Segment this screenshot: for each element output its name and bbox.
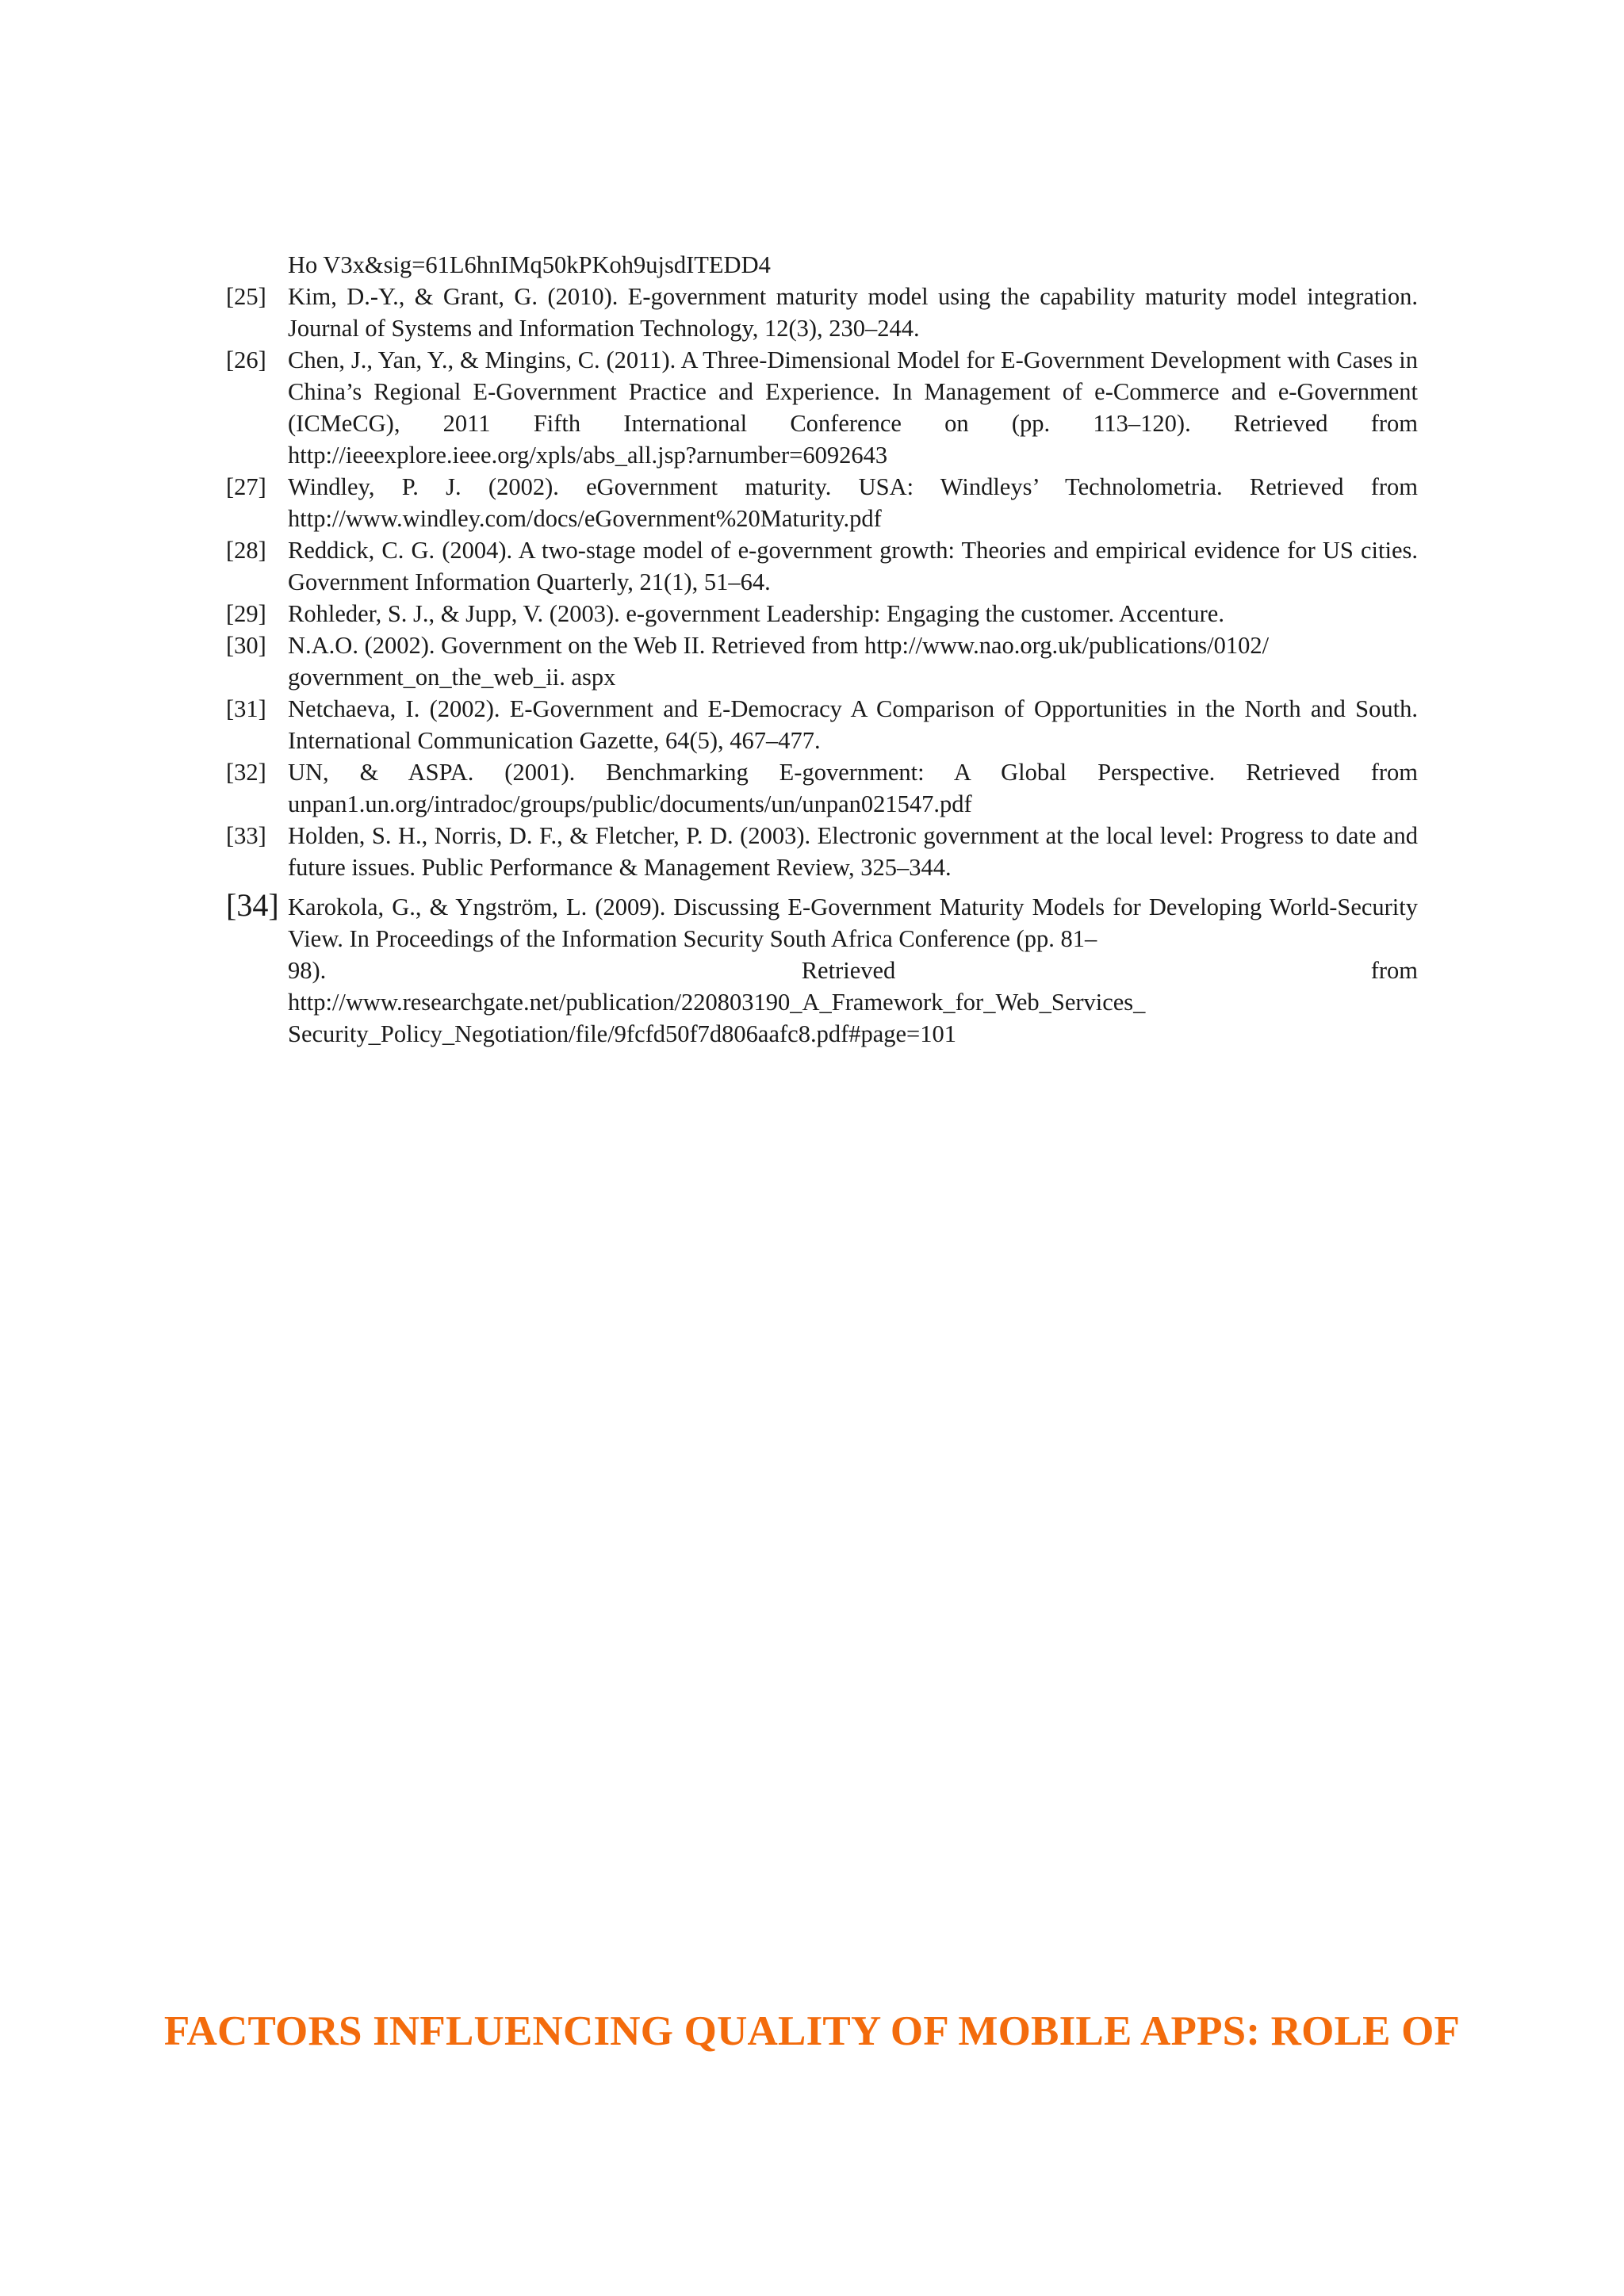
reference-number: [34]: [226, 887, 279, 923]
reference-item-32: [226, 756, 1418, 820]
reference-number: [25]: [226, 283, 266, 310]
reference-item-33: [226, 820, 1418, 883]
reference-number: [31]: [226, 695, 266, 722]
reference-text: Windley, P. J. (2002). eGovernment maturity. USA: Windleys’ Technolometria. Retrieved from http://www.windley.com/docs/eGovernment%20Maturity.pdf: [288, 473, 1418, 532]
next-article-title: FACTORS INFLUENCING QUALITY OF MOBILE APPS: ROLE OF: [163, 2008, 1461, 2054]
reference-number: [33]: [226, 822, 266, 849]
reference-item-31: [226, 693, 1418, 756]
reference-text: Netchaeva, I. (2002). E-Government and E-Democracy A Comparison of Opportunities in the North and South. International Communication Gazette, 64(5), 467–477.: [288, 695, 1418, 754]
reference-text: Reddick, C. G. (2004). A two-stage model of e-government growth: Theories and empirical evidence for US cities. Government Information Quarterly, 21(1), 51–64.: [288, 537, 1418, 595]
reference-text: Holden, S. H., Norris, D. F., & Fletcher, P. D. (2003). Electronic government at the local level: Progress to date and future issues. Public Performance & Management Review, 325–344.: [288, 822, 1418, 881]
reference-number: [29]: [226, 600, 266, 627]
reference-text: Chen, J., Yan, Y., & Mingins, C. (2011). A Three-Dimensional Model for E-Government Development with Cases in China’s Regional E-Government Practice and Experience. In Management of e-Commerce and e-Government (ICMeCG), 2011 Fifth International Conference on (pp. 113–120). Retrieved from http://ieeexplore.ieee.org/xpls/abs_all.jsp?arnumber=6092643: [288, 346, 1418, 469]
reference-item-26: [226, 344, 1418, 471]
reference-retrieved-line: [288, 955, 1418, 986]
reference-number: [27]: [226, 473, 266, 500]
reference-item-28: [226, 534, 1418, 598]
reference-continuation: Ho V3x&sig=61L6hnIMq50kPKoh9ujsdITEDD4: [288, 251, 771, 278]
reference-item-34: [226, 887, 1418, 1050]
reference-item-30: [226, 629, 1418, 693]
reference-text: Karokola, G., & Yngström, L. (2009). Discussing E-Government Maturity Models for Developing World-Security View. In Proceedings of the Information Security South Africa Conference (pp. 81–: [288, 894, 1418, 952]
reference-from-word: from: [1370, 957, 1418, 984]
reference-number: [26]: [226, 346, 266, 373]
reference-number: [28]: [226, 537, 266, 564]
reference-text: Rohleder, S. J., & Jupp, V. (2003). e-government Leadership: Engaging the customer. Accenture.: [288, 600, 1224, 627]
reference-url-line2: Security_Policy_Negotiation/file/9fcfd50f7d806aafc8.pdf#page=101: [288, 1020, 957, 1047]
reference-item-27: [226, 471, 1418, 534]
reference-text-line2: government_on_the_web_ii. aspx: [288, 664, 616, 691]
reference-number: [32]: [226, 759, 266, 786]
reference-url-line1: http://www.researchgate.net/publication/220803190_A_Framework_for_Web_Services_: [288, 989, 1146, 1016]
reference-item-25: [226, 281, 1418, 344]
reference-retrieved-word: Retrieved: [801, 957, 896, 984]
reference-item-29: [226, 598, 1418, 629]
reference-text-line1: N.A.O. (2002). Government on the Web II. Retrieved from http://www.nao.org.uk/publications/0102/: [288, 632, 1270, 659]
reference-list: [226, 249, 1418, 1050]
reference-text: Kim, D.-Y., & Grant, G. (2010). E-government maturity model using the capability maturity model integration. Journal of Systems and Information Technology, 12(3), 230–244.: [288, 283, 1418, 342]
reference-text: UN, & ASPA. (2001). Benchmarking E-government: A Global Perspective. Retrieved from unpan1.un.org/intradoc/groups/public/documents/un/unpan021547.pdf: [288, 759, 1418, 817]
reference-pages-end: 98).: [288, 957, 327, 984]
reference-number: [30]: [226, 632, 266, 659]
